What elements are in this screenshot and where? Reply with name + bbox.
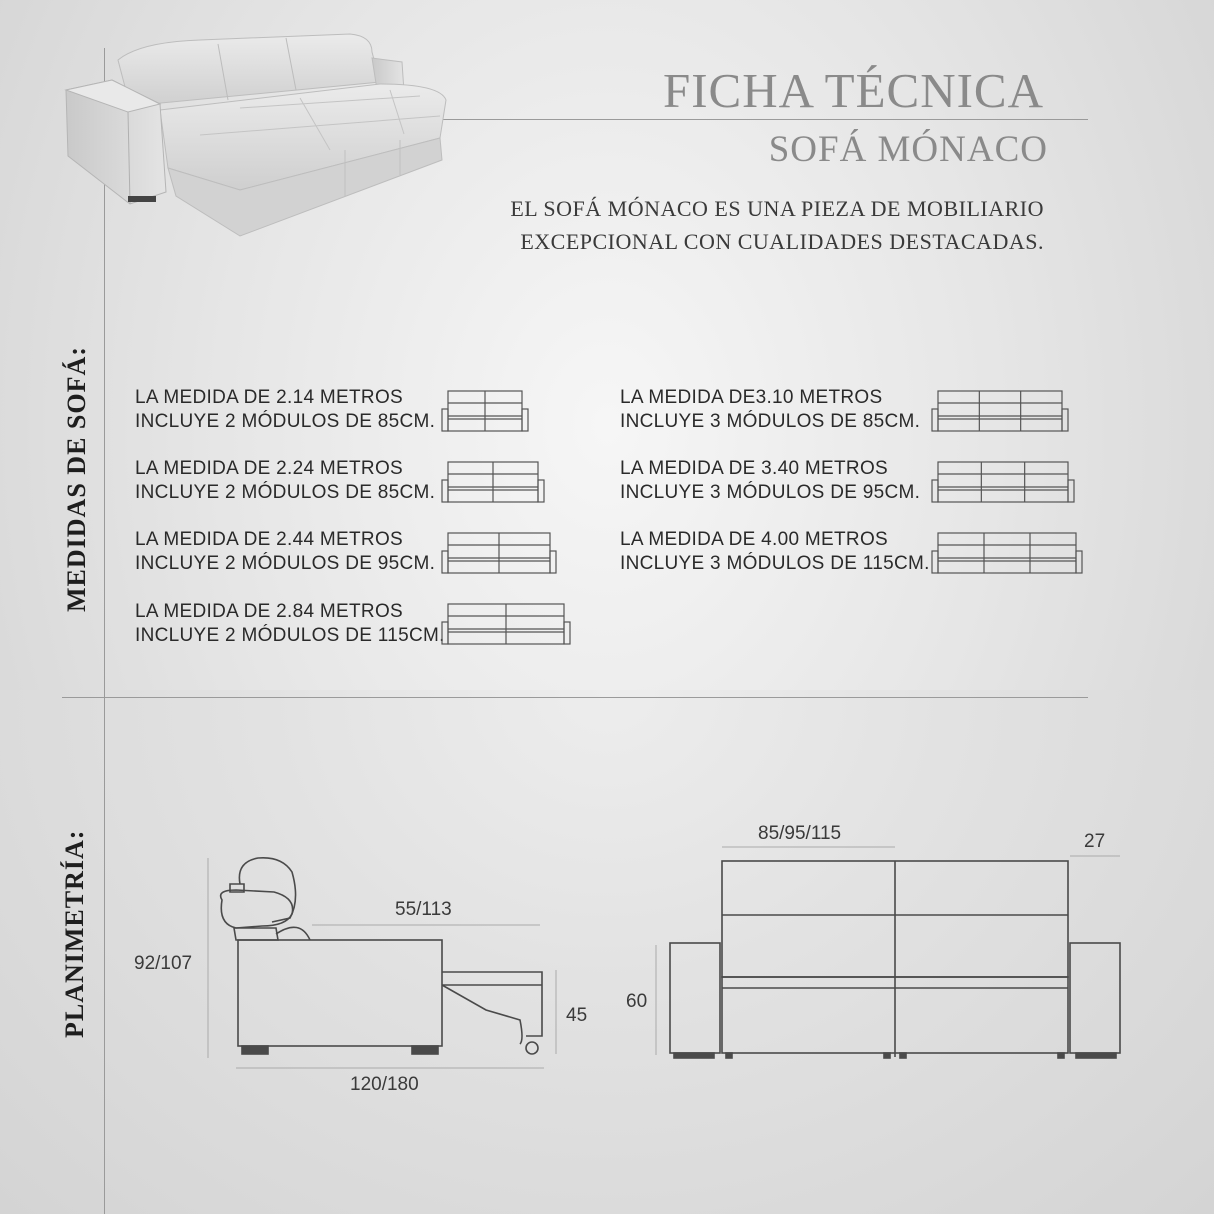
measure-modules: INCLUYE 3 MÓDULOS DE 85CM. [620, 411, 921, 432]
measure-length: LA MEDIDA DE 2.44 METROS [135, 529, 404, 550]
front-module-width-label: 85/95/115 [758, 823, 842, 844]
measure-length: LA MEDIDA DE 2.14 METROS [135, 387, 404, 408]
side-height-label: 92/107 [134, 953, 193, 974]
measure-length: LA MEDIDA DE 3.40 METROS [620, 458, 889, 479]
measure-modules: INCLUYE 2 MÓDULOS DE 85CM. [135, 482, 436, 503]
measures-section-label: MEDIDAS DE SOFÁ: [62, 346, 91, 612]
side-view-diagram [208, 858, 556, 1068]
side-seat-depth-label: 55/113 [395, 899, 452, 920]
front-arm-height-label: 60 [626, 991, 648, 1012]
front-arm-width-label: 27 [1084, 831, 1106, 852]
intro-line-1: EL SOFÁ MÓNACO ES UNA PIEZA DE MOBILIARIO [510, 196, 1044, 221]
measure-length: LA MEDIDA DE 2.24 METROS [135, 458, 404, 479]
measure-length: LA MEDIDA DE 2.84 METROS [135, 601, 404, 622]
measure-modules: INCLUYE 2 MÓDULOS DE 95CM. [135, 553, 436, 574]
front-view-diagram [656, 847, 1120, 1058]
intro-line-2: EXCEPCIONAL CON CUALIDADES DESTACADAS. [520, 229, 1044, 254]
page-title: FICHA TÉCNICA [662, 63, 1044, 118]
planimetry-section-label: PLANIMETRÍA: [60, 829, 89, 1038]
page-subtitle: SOFÁ MÓNACO [768, 129, 1048, 170]
side-seat-height-label: 45 [566, 1005, 588, 1026]
measure-modules: INCLUYE 2 MÓDULOS DE 115CM. [135, 625, 445, 646]
measure-length: LA MEDIDA DE3.10 METROS [620, 387, 883, 408]
measure-modules: INCLUYE 3 MÓDULOS DE 115CM. [620, 553, 930, 574]
side-total-depth-label: 120/180 [350, 1074, 419, 1095]
measure-length: LA MEDIDA DE 4.00 METROS [620, 529, 889, 550]
measure-modules: INCLUYE 2 MÓDULOS DE 85CM. [135, 411, 436, 432]
measure-modules: INCLUYE 3 MÓDULOS DE 95CM. [620, 482, 921, 503]
